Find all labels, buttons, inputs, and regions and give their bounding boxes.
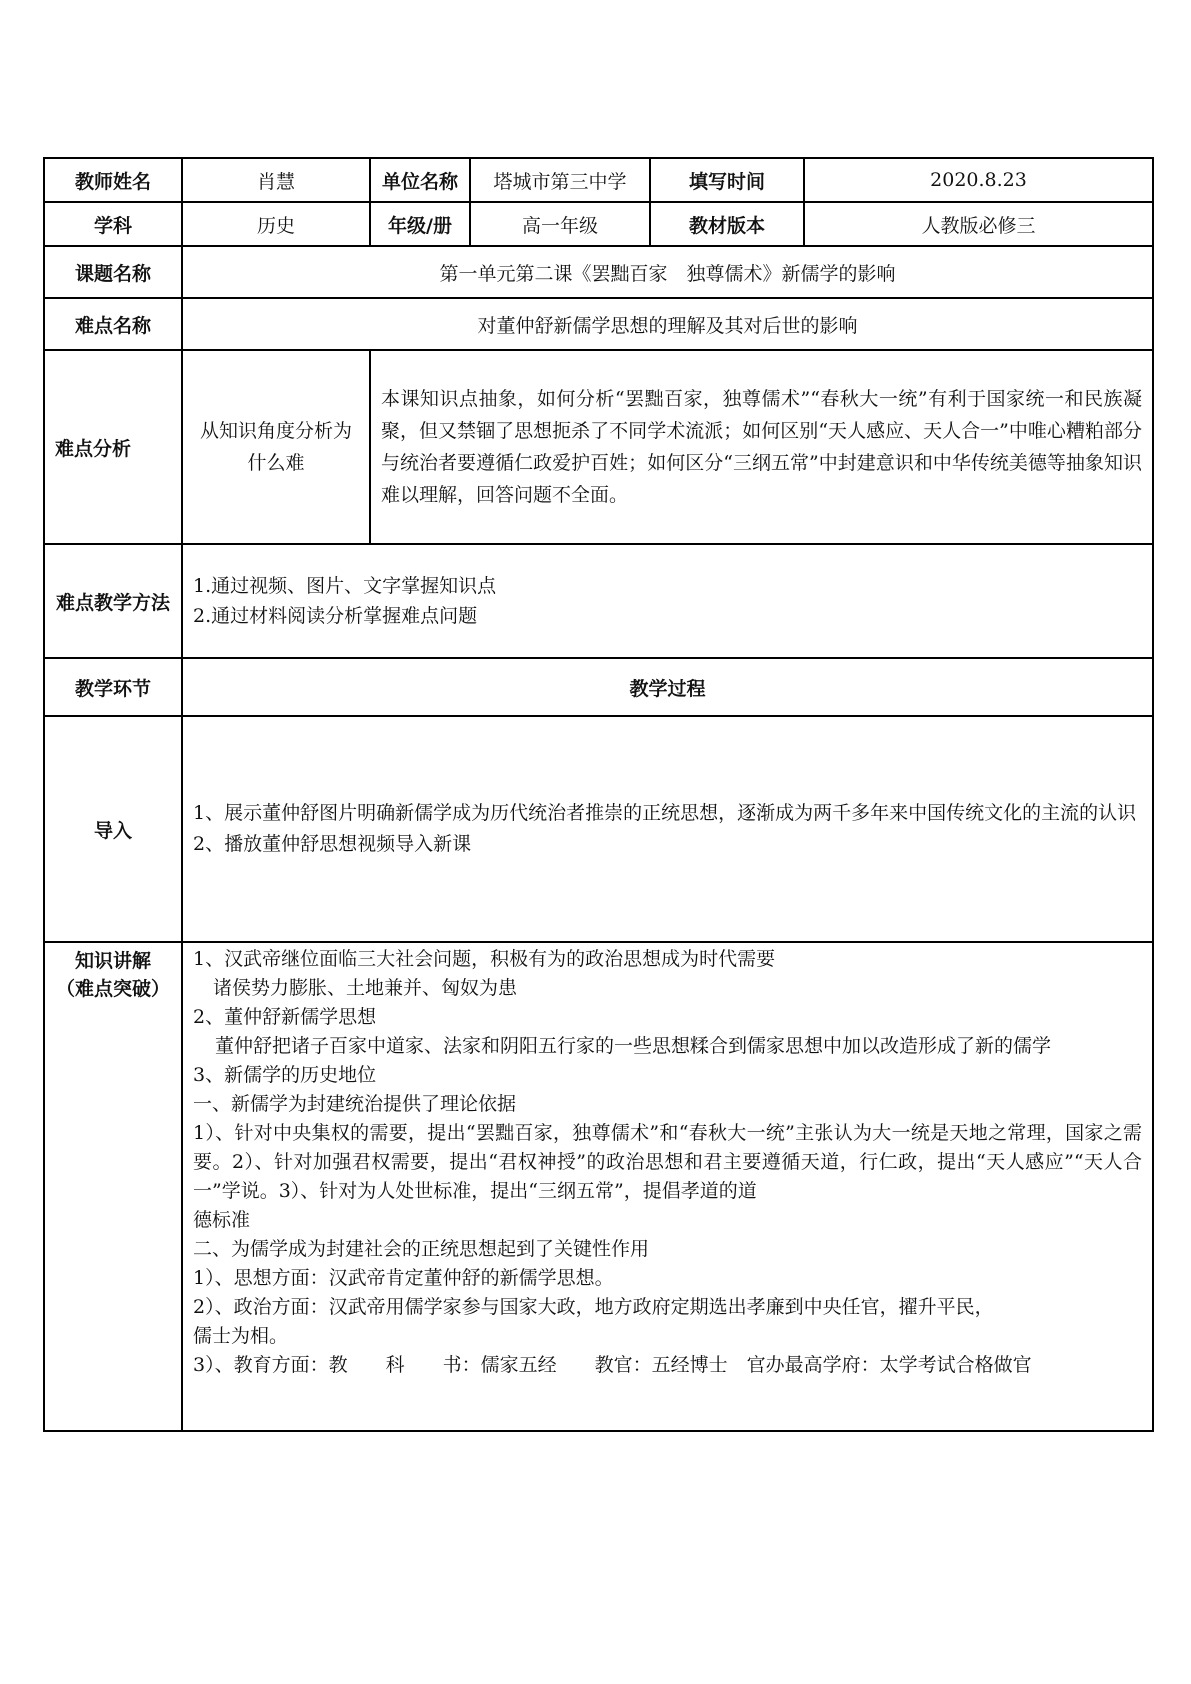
method-line: 2.通过材料阅读分析掌握难点问题 bbox=[193, 605, 478, 627]
fill-date-label: 填写时间 bbox=[650, 158, 804, 202]
process-content-label: 教学过程 bbox=[182, 658, 1153, 716]
knowledge-content bbox=[182, 942, 1153, 1431]
knowledge-line: 诸侯势力膨胀、土地兼并、匈奴为患 bbox=[213, 977, 518, 999]
edition-value: 人教版必修三 bbox=[804, 202, 1153, 246]
lesson-plan-table bbox=[43, 157, 1152, 1432]
knowledge-line: 2、董仲舒新儒学思想 bbox=[193, 1006, 377, 1028]
info-row-2 bbox=[44, 202, 1153, 246]
edition-label: 教材版本 bbox=[650, 202, 804, 246]
knowledge-line: 德标准 bbox=[193, 1209, 251, 1231]
topic-label: 课题名称 bbox=[44, 246, 182, 298]
knowledge-line: 二、为儒学成为封建社会的正统思想起到了关键性作用 bbox=[193, 1238, 650, 1260]
analysis-angle: 从知识角度分析为什么难 bbox=[182, 350, 370, 544]
knowledge-line: 3）、教育方面：教 科 书：儒家五经 教官：五经博士 官办最高学府：太学考试合格做官 bbox=[193, 1354, 1032, 1376]
knowledge-line: 1、汉武帝继位面临三大社会问题，积极有为的政治思想成为时代需要 bbox=[193, 948, 776, 970]
analysis-text: 本课知识点抽象，如何分析“罢黜百家，独尊儒术”“春秋大一统”有利于国家统一和民族凝聚，但又禁锢了思想扼杀了不同学术流派；如何区别“天人感应、天人合一”中唯心糟粕部分与统治者要遵循仁政爱护百姓；如何区分“三纲五常”中封建意识和中华传统美德等抽象知识难以理解，回答问题不全面。 bbox=[370, 350, 1153, 544]
analysis-row bbox=[44, 350, 1153, 544]
intro-content bbox=[182, 716, 1153, 942]
unit-name-value: 塔城市第三中学 bbox=[470, 158, 650, 202]
process-stage-label: 教学环节 bbox=[44, 658, 182, 716]
method-label: 难点教学方法 bbox=[44, 544, 182, 658]
teacher-name-label: 教师姓名 bbox=[44, 158, 182, 202]
knowledge-line: 1）、思想方面：汉武帝肯定董仲舒的新儒学思想。 bbox=[193, 1267, 614, 1289]
difficulty-value: 对董仲舒新儒学思想的理解及其对后世的影响 bbox=[182, 298, 1153, 350]
knowledge-line: 一、新儒学为封建统治提供了理论依据 bbox=[193, 1093, 517, 1115]
knowledge-label-line2: （难点突破） bbox=[55, 978, 170, 1000]
intro-label: 导入 bbox=[44, 716, 182, 942]
subject-value: 历史 bbox=[182, 202, 370, 246]
knowledge-line: 2）、政治方面：汉武帝用儒学家参与国家大政，地方政府定期选出孝廉到中央任官，擢升平民， bbox=[193, 1296, 994, 1318]
difficulty-row bbox=[44, 298, 1153, 350]
method-line: 1.通过视频、图片、文字掌握知识点 bbox=[193, 575, 497, 597]
intro-row bbox=[44, 716, 1153, 942]
knowledge-line: 3、新儒学的历史地位 bbox=[193, 1064, 377, 1086]
topic-row bbox=[44, 246, 1153, 298]
knowledge-line: 董仲舒把诸子百家中道家、法家和阴阳五行家的一些思想糅合到儒家思想中加以改造形成了新的儒学 bbox=[215, 1035, 1052, 1057]
knowledge-label-line1: 知识讲解 bbox=[74, 950, 151, 972]
info-row-1 bbox=[44, 158, 1153, 202]
intro-line: 2、播放董仲舒思想视频导入新课 bbox=[193, 833, 472, 855]
method-row bbox=[44, 544, 1153, 658]
knowledge-line: 1）、针对中央集权的需要，提出“罢黜百家，独尊儒术”和“春秋大一统”主张认为大一统是天地之常理，国家之需要。2）、针对加强君权需要，提出“君权神授”的政治思想和君主要遵循天道，行仁政，提出“天人感应”“天人合一”学说。3）、针对为人处世标准，提出“三纲五常”，提倡孝道的道 bbox=[193, 1122, 1142, 1202]
fill-date-value: 2020.8.23 bbox=[804, 158, 1153, 202]
analysis-label: 难点分析 bbox=[44, 350, 182, 544]
method-content bbox=[182, 544, 1153, 658]
knowledge-row bbox=[44, 942, 1153, 1431]
difficulty-label: 难点名称 bbox=[44, 298, 182, 350]
topic-value: 第一单元第二课《罢黜百家 独尊儒术》新儒学的影响 bbox=[182, 246, 1153, 298]
intro-line: 1、展示董仲舒图片明确新儒学成为历代统治者推崇的正统思想，逐渐成为两千多年来中国传统文化的主流的认识 bbox=[193, 802, 1137, 824]
teacher-name-value: 肖慧 bbox=[182, 158, 370, 202]
knowledge-label bbox=[44, 942, 182, 1431]
grade-label: 年级/册 bbox=[370, 202, 470, 246]
process-header-row bbox=[44, 658, 1153, 716]
unit-name-label: 单位名称 bbox=[370, 158, 470, 202]
grade-value: 高一年级 bbox=[470, 202, 650, 246]
subject-label: 学科 bbox=[44, 202, 182, 246]
knowledge-line: 儒士为相。 bbox=[193, 1325, 289, 1347]
